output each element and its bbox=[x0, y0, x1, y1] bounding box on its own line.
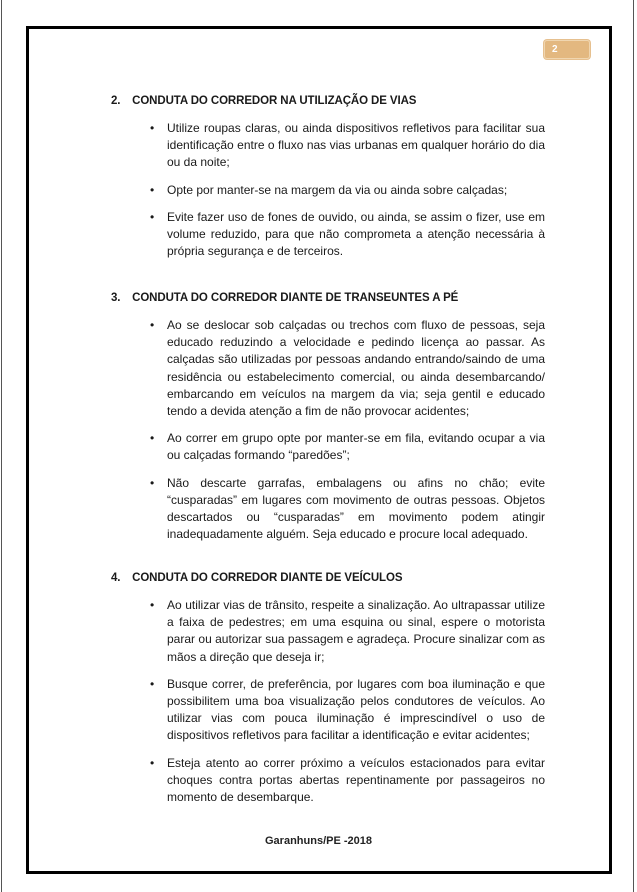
section-3 bbox=[111, 291, 551, 543]
footer-location-year: Garanhuns/PE -2018 bbox=[265, 835, 372, 847]
bullet-list bbox=[111, 120, 551, 260]
list-item: • Ao se deslocar sob calçadas ou trechos com fluxo de pessoas, seja educado reduzindo a velocidade e pedindo licença ao passar. As calçadas são utilizadas por pessoas andando entrando/saindo de uma residência ou estabelecimento comercial, ou ainda desembarcando/ embarcando em veículos na margem da via; seja gentil e educado tendo a devida atenção a fim de não provocar acidentes; bbox=[150, 318, 545, 419]
page-number-badge: 2 bbox=[544, 40, 590, 59]
section-title: CONDUTA DO CORREDOR NA UTILIZAÇÃO DE VIAS bbox=[132, 95, 417, 107]
list-item: • Não descarte garrafas, embalagens ou afins no chão; evite “cusparadas” em lugares com movimento de outras pessoas. Objetos descartados ou “cusparadas” em movimento podem atingir inadequadamente alguém. Seja educado e procure local adequado. bbox=[150, 475, 545, 542]
section-title: CONDUTA DO CORREDOR DIANTE DE VEÍCULOS bbox=[132, 572, 403, 584]
list-item: • Busque correr, de preferência, por lugares com boa iluminação e que possibilitem uma boa visualização pelos condutores de veículos. Ao utilizar vias com pouca iluminação é imprescindível o uso de dispositivos refletivos para facilitar a identificação e evitar acidentes; bbox=[150, 676, 545, 743]
bullet-icon: • bbox=[150, 318, 155, 332]
bullet-icon: • bbox=[150, 676, 155, 691]
section-heading bbox=[111, 291, 551, 305]
section-number: 2. bbox=[111, 95, 121, 107]
section-heading bbox=[111, 571, 551, 585]
bullet-list bbox=[111, 317, 551, 543]
section-number: 3. bbox=[111, 292, 121, 304]
bullet-icon: • bbox=[150, 598, 155, 612]
section-number: 4. bbox=[111, 572, 121, 584]
bullet-icon: • bbox=[150, 431, 155, 446]
list-item: • Ao correr em grupo opte por manter-se em fila, evitando ocupar a via ou calçadas formando “paredões”; bbox=[150, 431, 545, 463]
bullet-icon: • bbox=[150, 475, 155, 490]
list-item: • Esteja atento ao correr próximo a veículos estacionados para evitar choques contra portas abertas repentinamente por passageiros no momento de desembarque. bbox=[150, 755, 545, 805]
list-item: • Evite fazer uso de fones de ouvido, ou ainda, se assim o fizer, use em volume reduzido, para que não comprometa a atenção necessária à própria segurança e de terceiros. bbox=[150, 209, 545, 259]
list-item: • Utilize roupas claras, ou ainda dispositivos refletivos para facilitar sua identificação entre o fluxo nas vias urbanas em qualquer horário do dia ou da noite; bbox=[150, 121, 545, 170]
list-item: • Opte por manter-se na margem da via ou ainda sobre calçadas; bbox=[111, 182, 545, 199]
list-item: • Ao utilizar vias de trânsito, respeite a sinalização. Ao ultrapassar utilize a faixa de pedestres; em uma esquina ou sinal, espere o motorista parar ou autorizar sua passagem e agradeça. Procure sinalizar com as mãos a direção que deseja ir; bbox=[150, 598, 545, 664]
bullet-icon: • bbox=[150, 182, 155, 197]
bullet-list bbox=[111, 597, 551, 806]
section-2 bbox=[111, 94, 551, 260]
section-heading bbox=[111, 94, 551, 108]
bullet-icon: • bbox=[150, 755, 155, 770]
bullet-icon: • bbox=[150, 121, 155, 135]
bullet-icon: • bbox=[150, 209, 155, 224]
section-4 bbox=[111, 571, 551, 806]
section-title: CONDUTA DO CORREDOR DIANTE DE TRANSEUNTES A PÉ bbox=[132, 292, 459, 304]
